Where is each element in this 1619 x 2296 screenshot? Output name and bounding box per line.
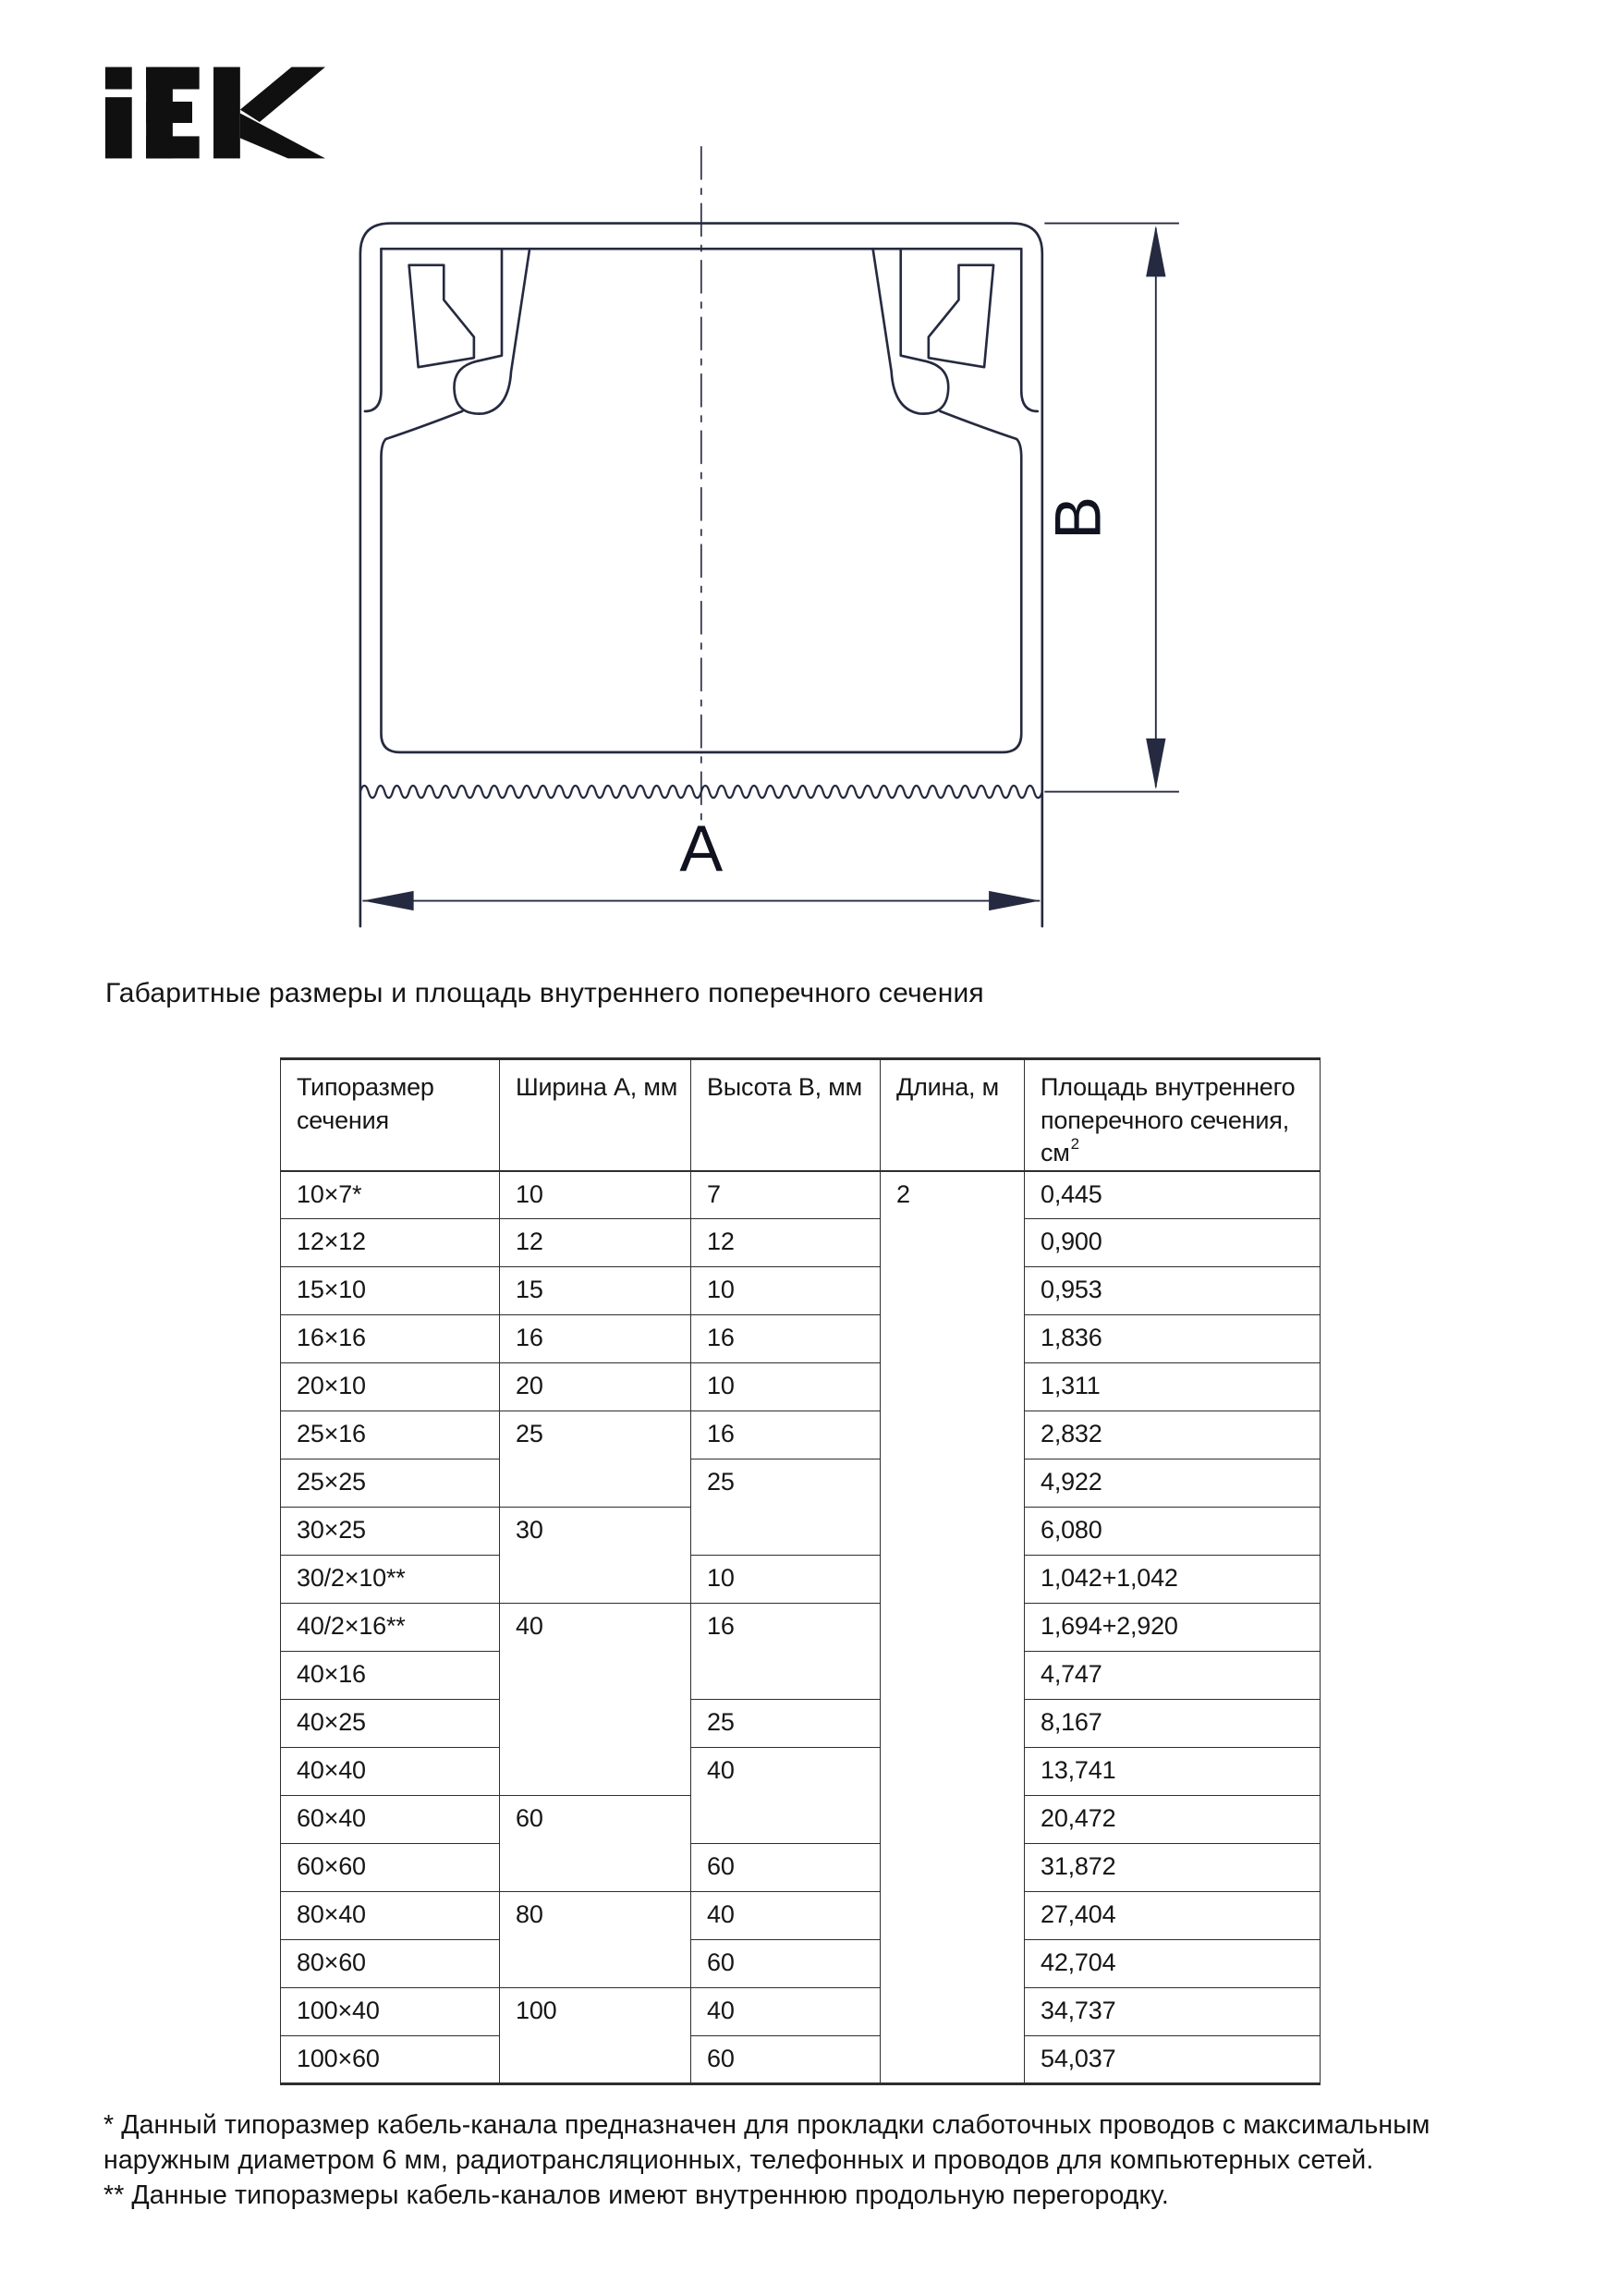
logo-i-stem xyxy=(105,97,132,158)
cell-length xyxy=(881,1988,1025,2036)
profile-clip-loop-left xyxy=(454,249,530,413)
cell-height: 40 xyxy=(691,1988,881,2036)
dim-a-label: A xyxy=(679,811,724,885)
cell-height: 12 xyxy=(691,1219,881,1267)
logo-e-arm-bottom xyxy=(146,136,200,158)
cell-height xyxy=(691,1652,881,1700)
footnote-single-asterisk: * Данный типоразмер кабель-канала предназначен для прокладки слаботочных проводов с максимальным наружным диаметром 6 мм, радиотрансляционных, телефонных и проводов для компьютерных сетей. xyxy=(103,2110,1430,2176)
cell-length xyxy=(881,1892,1025,1940)
table-row xyxy=(281,1556,1321,1604)
cell-width xyxy=(500,1556,691,1604)
table-row xyxy=(281,1748,1321,1796)
cell-height: 60 xyxy=(691,1844,881,1892)
cell-length xyxy=(881,2036,1025,2084)
cell-width: 20 xyxy=(500,1363,691,1411)
table-row xyxy=(281,1171,1321,1219)
dim-b-label: B xyxy=(1041,495,1114,540)
cell-height: 10 xyxy=(691,1267,881,1315)
cell-width xyxy=(500,1940,691,1988)
table-row xyxy=(281,1315,1321,1363)
cell-width: 100 xyxy=(500,1988,691,2036)
size-table-body xyxy=(281,1171,1321,2084)
header-length: Длина, м xyxy=(881,1059,1025,1171)
cell-length xyxy=(881,1796,1025,1844)
cell-width xyxy=(500,1844,691,1892)
profile-slot-right xyxy=(1021,249,1038,411)
cell-height: 10 xyxy=(691,1556,881,1604)
table-row xyxy=(281,1892,1321,1940)
table-row xyxy=(281,1219,1321,1267)
cell-length xyxy=(881,1411,1025,1459)
cell-size: 20×10 xyxy=(281,1363,500,1411)
table-row xyxy=(281,2036,1321,2084)
table-row xyxy=(281,1700,1321,1748)
dimension-a xyxy=(362,812,1040,910)
profile-clip-tooth-left xyxy=(409,265,474,367)
cell-size: 40/2×16** xyxy=(281,1604,500,1652)
cell-size: 100×40 xyxy=(281,1988,500,2036)
footnote-double-asterisk: ** Данные типоразмеры кабель-каналов имеют внутреннюю продольную перегородку. xyxy=(103,2180,1169,2211)
table-row xyxy=(281,1411,1321,1459)
cell-length xyxy=(881,1652,1025,1700)
cell-area: 31,872 xyxy=(1025,1844,1321,1892)
cell-width xyxy=(500,1748,691,1796)
cell-size: 25×25 xyxy=(281,1459,500,1508)
header-area-superscript: 2 xyxy=(1070,1135,1079,1154)
cell-length xyxy=(881,1508,1025,1556)
cell-area: 42,704 xyxy=(1025,1940,1321,1988)
header-width: Ширина А, мм xyxy=(500,1059,691,1171)
cell-width xyxy=(500,1652,691,1700)
cell-size: 40×16 xyxy=(281,1652,500,1700)
cell-length xyxy=(881,1700,1025,1748)
cell-area: 20,472 xyxy=(1025,1796,1321,1844)
cell-width xyxy=(500,1459,691,1508)
cell-area: 1,836 xyxy=(1025,1315,1321,1363)
cell-area: 0,445 xyxy=(1025,1171,1321,1219)
cell-area: 54,037 xyxy=(1025,2036,1321,2084)
cell-size: 40×40 xyxy=(281,1748,500,1796)
cell-width: 60 xyxy=(500,1796,691,1844)
cell-height: 40 xyxy=(691,1892,881,1940)
cell-size: 15×10 xyxy=(281,1267,500,1315)
table-row xyxy=(281,1844,1321,1892)
cell-size: 80×40 xyxy=(281,1892,500,1940)
cell-height xyxy=(691,1508,881,1556)
table-row xyxy=(281,1459,1321,1508)
logo-i-dot xyxy=(105,67,132,90)
dim-b-arrowhead-bottom xyxy=(1146,739,1165,789)
cell-width: 40 xyxy=(500,1604,691,1652)
header-height: Высота В, мм xyxy=(691,1059,881,1171)
profile-clip-loop-right xyxy=(873,249,949,413)
cell-area: 2,832 xyxy=(1025,1411,1321,1459)
cell-width xyxy=(500,2036,691,2084)
cell-length xyxy=(881,1363,1025,1411)
header-area-text: Площадь внутреннего поперечного сечения, см xyxy=(1041,1073,1296,1167)
cell-area: 0,900 xyxy=(1025,1219,1321,1267)
table-row xyxy=(281,1652,1321,1700)
table-row xyxy=(281,1267,1321,1315)
cell-length xyxy=(881,1315,1025,1363)
cell-length: 2 xyxy=(881,1171,1025,1219)
table-row xyxy=(281,1508,1321,1556)
cell-area: 13,741 xyxy=(1025,1748,1321,1796)
cell-area: 0,953 xyxy=(1025,1267,1321,1315)
dim-a-arrowhead-right xyxy=(989,891,1040,910)
cell-area: 1,694+2,920 xyxy=(1025,1604,1321,1652)
cell-size: 60×40 xyxy=(281,1796,500,1844)
logo-e-arm-mid xyxy=(146,102,192,123)
profile-inner-wall-left xyxy=(381,411,700,752)
cell-width: 15 xyxy=(500,1267,691,1315)
cell-area: 34,737 xyxy=(1025,1988,1321,2036)
cell-size: 12×12 xyxy=(281,1219,500,1267)
cell-size: 40×25 xyxy=(281,1700,500,1748)
table-row xyxy=(281,1940,1321,1988)
dimension-b xyxy=(1041,224,1179,792)
section-title: Габаритные размеры и площадь внутреннего поперечного сечения xyxy=(105,978,984,1008)
cell-length xyxy=(881,1604,1025,1652)
cell-width: 30 xyxy=(500,1508,691,1556)
cell-height: 40 xyxy=(691,1748,881,1796)
dimensions-table xyxy=(280,1057,1321,2085)
cell-length xyxy=(881,1940,1025,1988)
profile-inner-wall-right xyxy=(701,411,1021,752)
cell-size: 25×16 xyxy=(281,1411,500,1459)
cell-size: 30/2×10** xyxy=(281,1556,500,1604)
dim-a-arrowhead-left xyxy=(362,891,413,910)
table-row xyxy=(281,1988,1321,2036)
table-header xyxy=(281,1059,1321,1171)
cell-height: 10 xyxy=(691,1363,881,1411)
cell-height: 16 xyxy=(691,1411,881,1459)
cell-height: 7 xyxy=(691,1171,881,1219)
logo-k-upper-leg xyxy=(240,67,325,123)
cell-size: 100×60 xyxy=(281,2036,500,2084)
cell-height xyxy=(691,1796,881,1844)
cell-width xyxy=(500,1700,691,1748)
cell-height: 16 xyxy=(691,1604,881,1652)
cell-height: 25 xyxy=(691,1700,881,1748)
cell-size: 80×60 xyxy=(281,1940,500,1988)
table-row xyxy=(281,1796,1321,1844)
header-size: Типоразмер сечения xyxy=(281,1059,500,1171)
logo-e-arm-top xyxy=(146,67,200,90)
cell-width: 10 xyxy=(500,1171,691,1219)
cell-size: 30×25 xyxy=(281,1508,500,1556)
cell-size: 16×16 xyxy=(281,1315,500,1363)
cell-length xyxy=(881,1556,1025,1604)
footnotes xyxy=(103,2107,1564,2214)
cell-size: 60×60 xyxy=(281,1844,500,1892)
cell-area: 8,167 xyxy=(1025,1700,1321,1748)
cross-section-drawing xyxy=(270,135,1198,961)
cell-area: 1,311 xyxy=(1025,1363,1321,1411)
cell-width: 25 xyxy=(500,1411,691,1459)
table-row xyxy=(281,1363,1321,1411)
cell-width: 16 xyxy=(500,1315,691,1363)
profile-clip-tooth-right xyxy=(929,265,993,367)
logo-k-spine xyxy=(213,67,240,159)
cell-length xyxy=(881,1267,1025,1315)
cell-area: 1,042+1,042 xyxy=(1025,1556,1321,1604)
table-row xyxy=(281,1604,1321,1652)
cell-width: 12 xyxy=(500,1219,691,1267)
cell-area: 4,747 xyxy=(1025,1652,1321,1700)
cell-height: 60 xyxy=(691,1940,881,1988)
cell-length xyxy=(881,1844,1025,1892)
cell-height: 16 xyxy=(691,1315,881,1363)
profile-slot-left xyxy=(365,249,382,411)
cell-area: 4,922 xyxy=(1025,1459,1321,1508)
cell-height: 25 xyxy=(691,1459,881,1508)
table-header-row xyxy=(281,1059,1321,1171)
cell-area: 27,404 xyxy=(1025,1892,1321,1940)
cell-width: 80 xyxy=(500,1892,691,1940)
dim-b-arrowhead-top xyxy=(1146,226,1165,276)
cell-length xyxy=(881,1748,1025,1796)
header-area xyxy=(1025,1059,1321,1171)
cell-area: 6,080 xyxy=(1025,1508,1321,1556)
cell-height: 60 xyxy=(691,2036,881,2084)
cell-length xyxy=(881,1459,1025,1508)
cell-size: 10×7* xyxy=(297,1179,362,1208)
cell-length xyxy=(881,1219,1025,1267)
